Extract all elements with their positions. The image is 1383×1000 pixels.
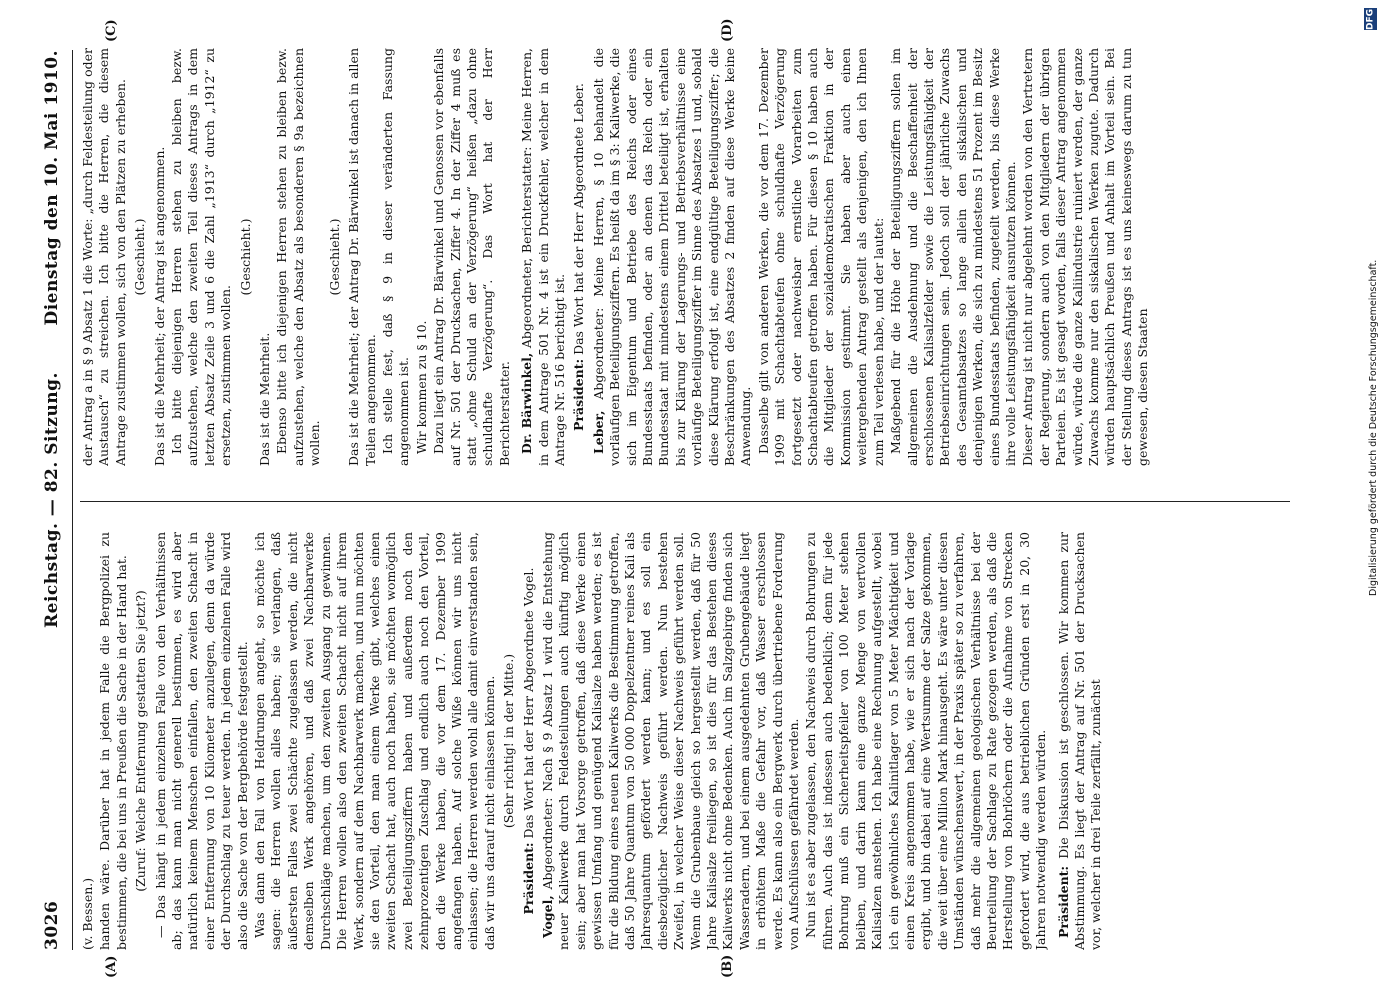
header-session: Reichstag. — 82. Sitzung. bbox=[42, 372, 62, 628]
paragraph: (Geschieht.) bbox=[326, 218, 342, 296]
paragraph bbox=[571, 48, 587, 466]
paragraph bbox=[540, 532, 803, 950]
speaker-name: Präsident: bbox=[571, 358, 587, 431]
right-column bbox=[80, 48, 1290, 466]
digitization-credit: Digitalisierung gefördert durch die Deutsche Forschungsgemeinschaft. bbox=[1368, 259, 1379, 596]
paragraph: Ebenso bitte ich diejenigen Herren stehen zu bleiben bezw. aufzustehen, welche den Absatz als besonderen § 9a bezeichnen wollen. bbox=[274, 48, 323, 466]
page-header bbox=[42, 50, 72, 950]
paragraph: — Das hängt in jedem einzelnen Falle von den Verhältnissen ab; das kann man nicht generell bestimmen, es wird aber natürlich keinem Menschen einfallen, den zweiten Schacht in einer Entfernung von 10 Kilometer anzulegen, denn da würde der Durchschlag zu teuer werden. In jedem einzelnen Falle wird also die Sache von der Bergbehörde festgestellt. bbox=[152, 532, 250, 950]
paragraph bbox=[519, 48, 568, 466]
paragraph bbox=[591, 48, 755, 466]
paragraph: (Sehr richtig! in der Mitte.) bbox=[501, 653, 517, 829]
column-divider bbox=[80, 501, 1290, 502]
speech-text: Abgeordneter, Berichterstatter: Meine Herren, in dem Antrage 501 Nr. 4 ist ein Druckfehler, welcher in dem Antrage Nr. 516 berichtigt ist. bbox=[519, 48, 567, 466]
paragraph: der Antrag a in § 9 Absatz 1 die Worte: „durch Feldesteilung oder Austausch“ zu streichen. Ich bitte die Herren, die diesem Antrage zustimmen wollen, sich von den Plätzen zu erheben. bbox=[80, 48, 128, 466]
header-rule bbox=[72, 50, 73, 950]
left-column bbox=[80, 532, 1290, 950]
paragraph: Dasselbe gilt von anderen Werken, die vor dem 17. Dezember 1909 mit Schachtabteufen ohne schuldhafte Verzögerung fortgesetzt oder nachweisbar ernstliche Vorarbeiten zum Schachtabteufen getroffen haben. Für diesen § 10 haben auch die Mitglieder der sozialdemokratischen Fraktion in der Kommission gestimmt. Sie haben aber auch einen weitergehenden Antrag gestellt als denjenigen, den ich Ihnen zum Teil verlesen habe, und der lautet: bbox=[755, 48, 886, 466]
speaker-name: Präsident: bbox=[1055, 865, 1071, 938]
paragraph: Wir kommen zu § 10. bbox=[413, 320, 429, 454]
paragraph: Nun ist es aber zugelassen, den Nachweis durch Bohrungen zu führen. Auch das ist indessen auch bedenklich; denn für jede Bohrung muß ein Sicherheitspfeiler von 100 Meter stehen bleiben, und darin kann eine ganze Menge von wertvollen Kalisalzen anstehen. Ich habe eine Rechnung aufgestellt, wobei ich ein gewöhnliches Kalinitlager von 5 Meter Mächtigkeit und einen Kreis angenommen habe, wie er sich nach der Vorlage ergibt, und bin dabei auf eine Wertsumme der Salze gekommen, die weit über eine Million Mark hinausgeht. Es wäre unter diesen Umständen wünschenswert, in der Praxis später so zu verfahren, daß mehr die allgemeinen geologischen Verhältnisse bei der Beurteilung der Sachlage zu Rate gezogen werden, als daß die Herstellung von Bohrlöchern oder die Aufnahme von Strecken gefordert wird, die aus betrieblichen Gründen erst in 20, 30 Jahren notwendig werden würden. bbox=[803, 532, 1049, 950]
paragraph: Was dann den Fall von Heldrungen angeht, so möchte ich sagen: die Herren wollen alles haben; sie verlangen, daß äußersten Falles zwei Schächte zugelassen werden, die nicht demselben Werk angehören, und daß zwei Nachbarwerke Durchschläge machen, um den zweiten Ausgang zu gewinnen. Die Herren wollen also den zweiten Schacht nicht auf ihrem Werk, sondern auf dem Nachbarwerk machen, und nun möchten sie den Vorteil, den man einem Werke gibt, welches einen zweiten Schacht hat, auch noch haben, sie möchten womöglich zwei Beteiligungsziffern haben und außerdem noch den zehnprozentigen Zuschlag und endlich auch noch den Vorteil, den die Werke haben, die vor dem 17. Dezember 1909 angefangen haben. Auf solche Wiße können wir uns nicht einlassen; die Herren werden wohl alle damit einverstanden sein, daß wir uns darauf nicht einlassen können. bbox=[252, 532, 497, 950]
page-number: 3026 bbox=[42, 900, 62, 950]
paragraph: (v. Bessen.) bbox=[80, 877, 95, 950]
paragraph: Dieser Antrag ist nicht nur abgelehnt worden von den Vertretern der Regierung, sondern auch von den Mitgliedern der übrigen Parteien. Es ist gesagt worden, falls dieser Antrag angenommen würde, würde die ganze Kaliindustrie ruiniert werden, der ganze Zuwachs komme nur den siskalischen Werken zugute. Dadurch würden hauptsächlich Preußen und Anhalt im Vorteil sein. Bei der Stellung dieses Antrags ist es uns keineswegs darum zu tun gewesen, diesen Staaten bbox=[1020, 48, 1151, 466]
paragraph: Ich stelle fest, daß § 9 in dieser veränderten Fassung angenommen ist. bbox=[379, 48, 412, 466]
speaker-name: Präsident: bbox=[520, 842, 536, 915]
margin-marker-d: (D) bbox=[720, 18, 735, 42]
paragraph: Dazu liegt ein Antrag Dr. Bärwinkel und Genossen vor ebenfalls auf Nr. 501 der Drucksachen, Ziffer 4. In der Ziffer 4 muß es statt „ohne Schuld an der Verzögerung“ heißen „dazu ohne schuldhafte Verzögerung“. Das Wort hat der Herr Berichterstatter. bbox=[431, 48, 512, 466]
paragraph: Das ist die Mehrheit; der Antrag Dr. Bärwinkel ist danach in allen Teilen angenommen. bbox=[346, 48, 378, 466]
paragraph: Das ist die Mehrheit. bbox=[257, 332, 273, 466]
paragraph bbox=[521, 532, 537, 950]
speaker-name: Vogel, bbox=[539, 895, 555, 938]
margin-marker-c: (C) bbox=[104, 19, 119, 42]
speech-text: Das Wort hat der Herr Abgeordnete Vogel. bbox=[520, 567, 536, 843]
header-date: Dienstag den 10. Mai 1910. bbox=[42, 50, 62, 326]
speech-text: Abgeordneter: Meine Herren, § 10 behandelt die vorläufigen Beteiligungsziffern. Es heißt da im § 3: Kaliwerke, die sich im Eigentum und Betriebe des Reichs oder eines Bundesstaats befinden, oder an denen das Reich oder ein Bundesstaat mit mindestens einem Drittel beteiligt ist, erhalten bis zur Klärung der Lagerungs- und Betriebsverhältnisse eine vorläufige Beteiligungsziffer im Sinne des Absatzes 1 und, sobald diese Klärung erfolgt ist, eine endgültige Beteiligungsziffer; die Beschränkungen des Absatzes 2 finden auf diese Werke keine Anwendung. bbox=[590, 48, 754, 466]
paragraph: Maßgebend für die Höhe der Beteiligungsziffern sollen im allgemeinen die Ausdehnung und die Beschaffenheit der erschlossenen Kalisalzfelder sowie die Leistungsfähigkeit der Betriebseinrichtungen sein. Jedoch soll der jährliche Zuwachs des Gesamtabsatzes so lange allein den siskalischen und denjenigen Werken, die sich zu mindestens 51 Prozent im Besitz eines Bundesstaats befinden, zugeteilt werden, bis diese Werke ihre volle Leistungsfähigkeit ausnutzen können. bbox=[888, 48, 1018, 466]
paragraph: (Geschieht.) bbox=[237, 218, 253, 296]
paragraph: Ich bitte diejenigen Herren stehen zu bleiben bezw. aufzustehen, welche den zweiten Teil dieses Antrags in dem letzten Absatz Zeile 3 und 6 die Zahl „1913“ durch „1912“ zu ersetzen, zustimmen wollen. bbox=[169, 48, 234, 466]
paragraph: Das ist die Mehrheit; der Antrag ist angenommen. bbox=[151, 146, 167, 466]
speech-text: Die Diskussion ist geschlossen. Wir kommen zur Abstimmung. Es liegt der Antrag auf Nr. 501 der Drucksachen vor, welcher in drei Teile zerfällt, zunächst bbox=[1055, 532, 1104, 950]
paragraph: (Zuruf: Welche Entfernung gestatten Sie jetzt?) bbox=[133, 590, 149, 892]
margin-marker-b: (B) bbox=[720, 954, 735, 978]
paragraph: (Geschieht.) bbox=[132, 218, 148, 296]
speech-text: Das Wort hat der Herr Abgeordnete Leber. bbox=[571, 83, 587, 359]
dfg-logo: DFG bbox=[1365, 8, 1376, 30]
speech-text: Abgeordneter: Nach § 9 Absatz 1 wird die Entstehung neuer Kaliwerke durch Feldesteilungen auch künftig möglich sein; aber man hat Vorsorge getroffen, daß diese Werke einen gewissen Umfang und genügend Kalisalze haben werden; es ist für die Bildung eines neuen Kaliwerks die Bestimmung getroffen, daß 50 Jahre Quantum von 50 000 Doppelzentner reines Kali als Jahresquantum gefördert werden kann; und es soll ein diesbezüglicher Nachweis geführt werden. Nun bestehen Zweifel, in welcher Weise dieser Nachweis geführt werden soll. Wenn die Grubenbaue gleich so hergestellt werden, daß für 50 Jahre Kalisalze freiliegen, so ist dies für das Bestehen dieses Kaliwerks nicht ohne Bedenken. Auch im Salzgebirge finden sich Wasseradern, und bei einem ausgedehnten Grubengebäude liegt in erhöhtem Maße die Gefahr vor, daß Wasser erschlossen werde. Es kann also ein Bergwerk durch übertriebene Forderung von Aufschlüssen gefährdet werden. bbox=[539, 532, 802, 950]
speaker-name: Dr. Bärwinkel, bbox=[519, 352, 535, 454]
paragraph: handen wäre. Darüber hat in jedem Falle die Bergpolizei zu bestimmen, die bei uns in Preußen die Sache in der Hand hat. bbox=[97, 532, 129, 950]
margin-marker-a: (A) bbox=[104, 955, 119, 978]
paragraph bbox=[1056, 532, 1105, 950]
speaker-name: Leber, bbox=[590, 410, 606, 454]
